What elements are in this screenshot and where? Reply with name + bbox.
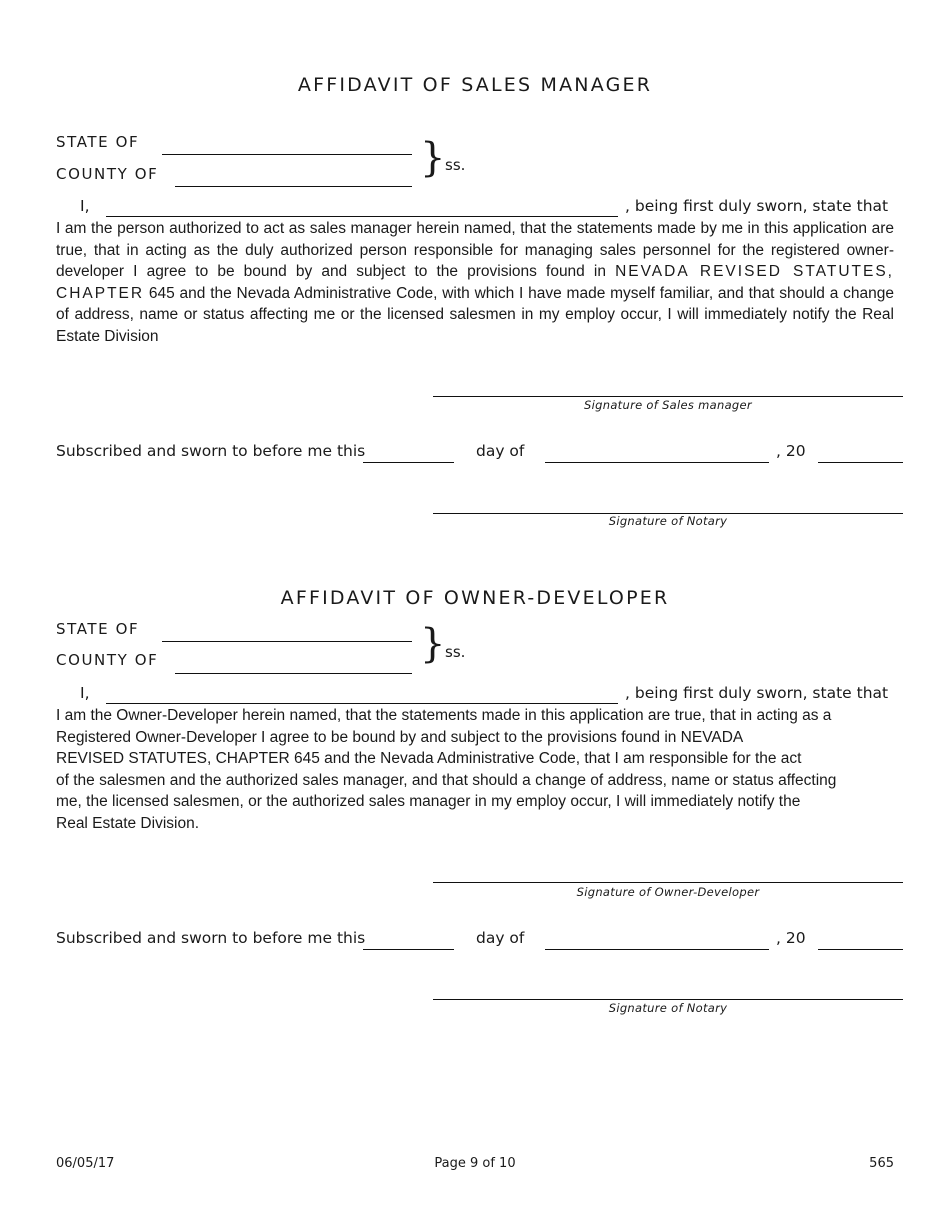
- section2-state-label: STATE OF: [56, 620, 140, 638]
- section2-county-field[interactable]: [175, 673, 412, 674]
- section1-year-prefix: , 20: [776, 442, 806, 460]
- section1-body-statute: NEVADA REVISED STATUTES, CHAPTER: [56, 263, 894, 302]
- section2-month-field[interactable]: [545, 949, 769, 950]
- section2-ss: ss.: [445, 643, 466, 661]
- section1-day-of: day of: [476, 442, 525, 460]
- section1-state-label: STATE OF: [56, 133, 140, 151]
- section1-county-field[interactable]: [175, 186, 412, 187]
- section1-brace: }: [420, 135, 446, 181]
- section1-title: AFFIDAVIT OF SALES MANAGER: [297, 74, 653, 96]
- section1-notary-caption: Signature of Notary: [608, 514, 728, 528]
- section2-notary-signature-line[interactable]: [433, 999, 903, 1000]
- section2-subscribed-text: Subscribed and sworn to before me this: [56, 929, 366, 947]
- footer-page-number: Page 9 of 10: [434, 1156, 516, 1171]
- section2-title: AFFIDAVIT OF OWNER-DEVELOPER: [280, 587, 670, 609]
- footer-form-number: 565: [869, 1156, 894, 1171]
- section2-name-field[interactable]: [106, 703, 618, 704]
- section2-body-line1: I am the Owner-Developer herein named, that the statements made in this application are true, that in acting as a: [56, 707, 832, 724]
- section2-owner-signature-line[interactable]: [433, 882, 903, 883]
- section1-sworn-text: , being first duly sworn, state that: [625, 197, 889, 215]
- section2-state-field[interactable]: [162, 641, 412, 642]
- section2-body-line2: Registered Owner-Developer I agree to be bound by and subject to the provisions found in NEVADA: [56, 728, 744, 746]
- section1-county-label: COUNTY OF: [56, 165, 159, 183]
- footer-date: 06/05/17: [56, 1156, 115, 1171]
- section2-body-line3: REVISED STATUTES, CHAPTER 645 and the Nevada Administrative Code, that I am responsible for the act: [56, 750, 802, 767]
- section1-body: [56, 218, 894, 347]
- section2-owner-signature-caption: Signature of Owner-Developer: [576, 885, 760, 899]
- section1-sales-manager-signature-line[interactable]: [433, 396, 903, 397]
- section2-body: [56, 705, 906, 834]
- section1-name-field[interactable]: [106, 216, 618, 217]
- section2-brace: }: [420, 621, 446, 667]
- section1-subscribed-text: Subscribed and sworn to before me this: [56, 442, 366, 460]
- section2-body-line4: of the salesmen and the authorized sales manager, and that should a change of address, name or status affecting: [56, 771, 837, 789]
- section1-state-field[interactable]: [162, 154, 412, 155]
- section1-year-field[interactable]: [818, 462, 903, 463]
- section1-i-label: I,: [80, 197, 90, 215]
- section2-year-prefix: , 20: [776, 929, 806, 947]
- section2-county-label: COUNTY OF: [56, 651, 159, 669]
- section1-sales-manager-signature-caption: Signature of Sales manager: [584, 398, 752, 412]
- section2-i-label: I,: [80, 684, 90, 702]
- section2-body-line5: me, the licensed salesmen, or the authorized sales manager in my employ occur, I will immediately notify the: [56, 793, 801, 810]
- section2-day-of: day of: [476, 929, 525, 947]
- section2-day-field[interactable]: [363, 949, 454, 950]
- section1-month-field[interactable]: [545, 462, 769, 463]
- section2-body-line6: Real Estate Division.: [56, 814, 200, 832]
- section2-notary-caption: Signature of Notary: [608, 1001, 728, 1015]
- section2-sworn-text: , being first duly sworn, state that: [625, 684, 889, 702]
- section1-body-a: I am the person authorized to act as sales manager herein named, that the statements made by me in this application are true, that in acting as the duly authorized person responsible for managing sales personnel for the registered owner-developer I agree to be bound by and subject to the provisions found in: [56, 220, 894, 280]
- section1-ss: ss.: [445, 156, 466, 174]
- section1-body-b: 645 and the Nevada Administrative Code, with which I have made myself familiar, and that should a change of address, name or status affecting me or the licensed salesmen in my employ occur, I will immediately notify the Real Estate Division: [56, 284, 894, 345]
- section1-day-field[interactable]: [363, 462, 454, 463]
- section2-year-field[interactable]: [818, 949, 903, 950]
